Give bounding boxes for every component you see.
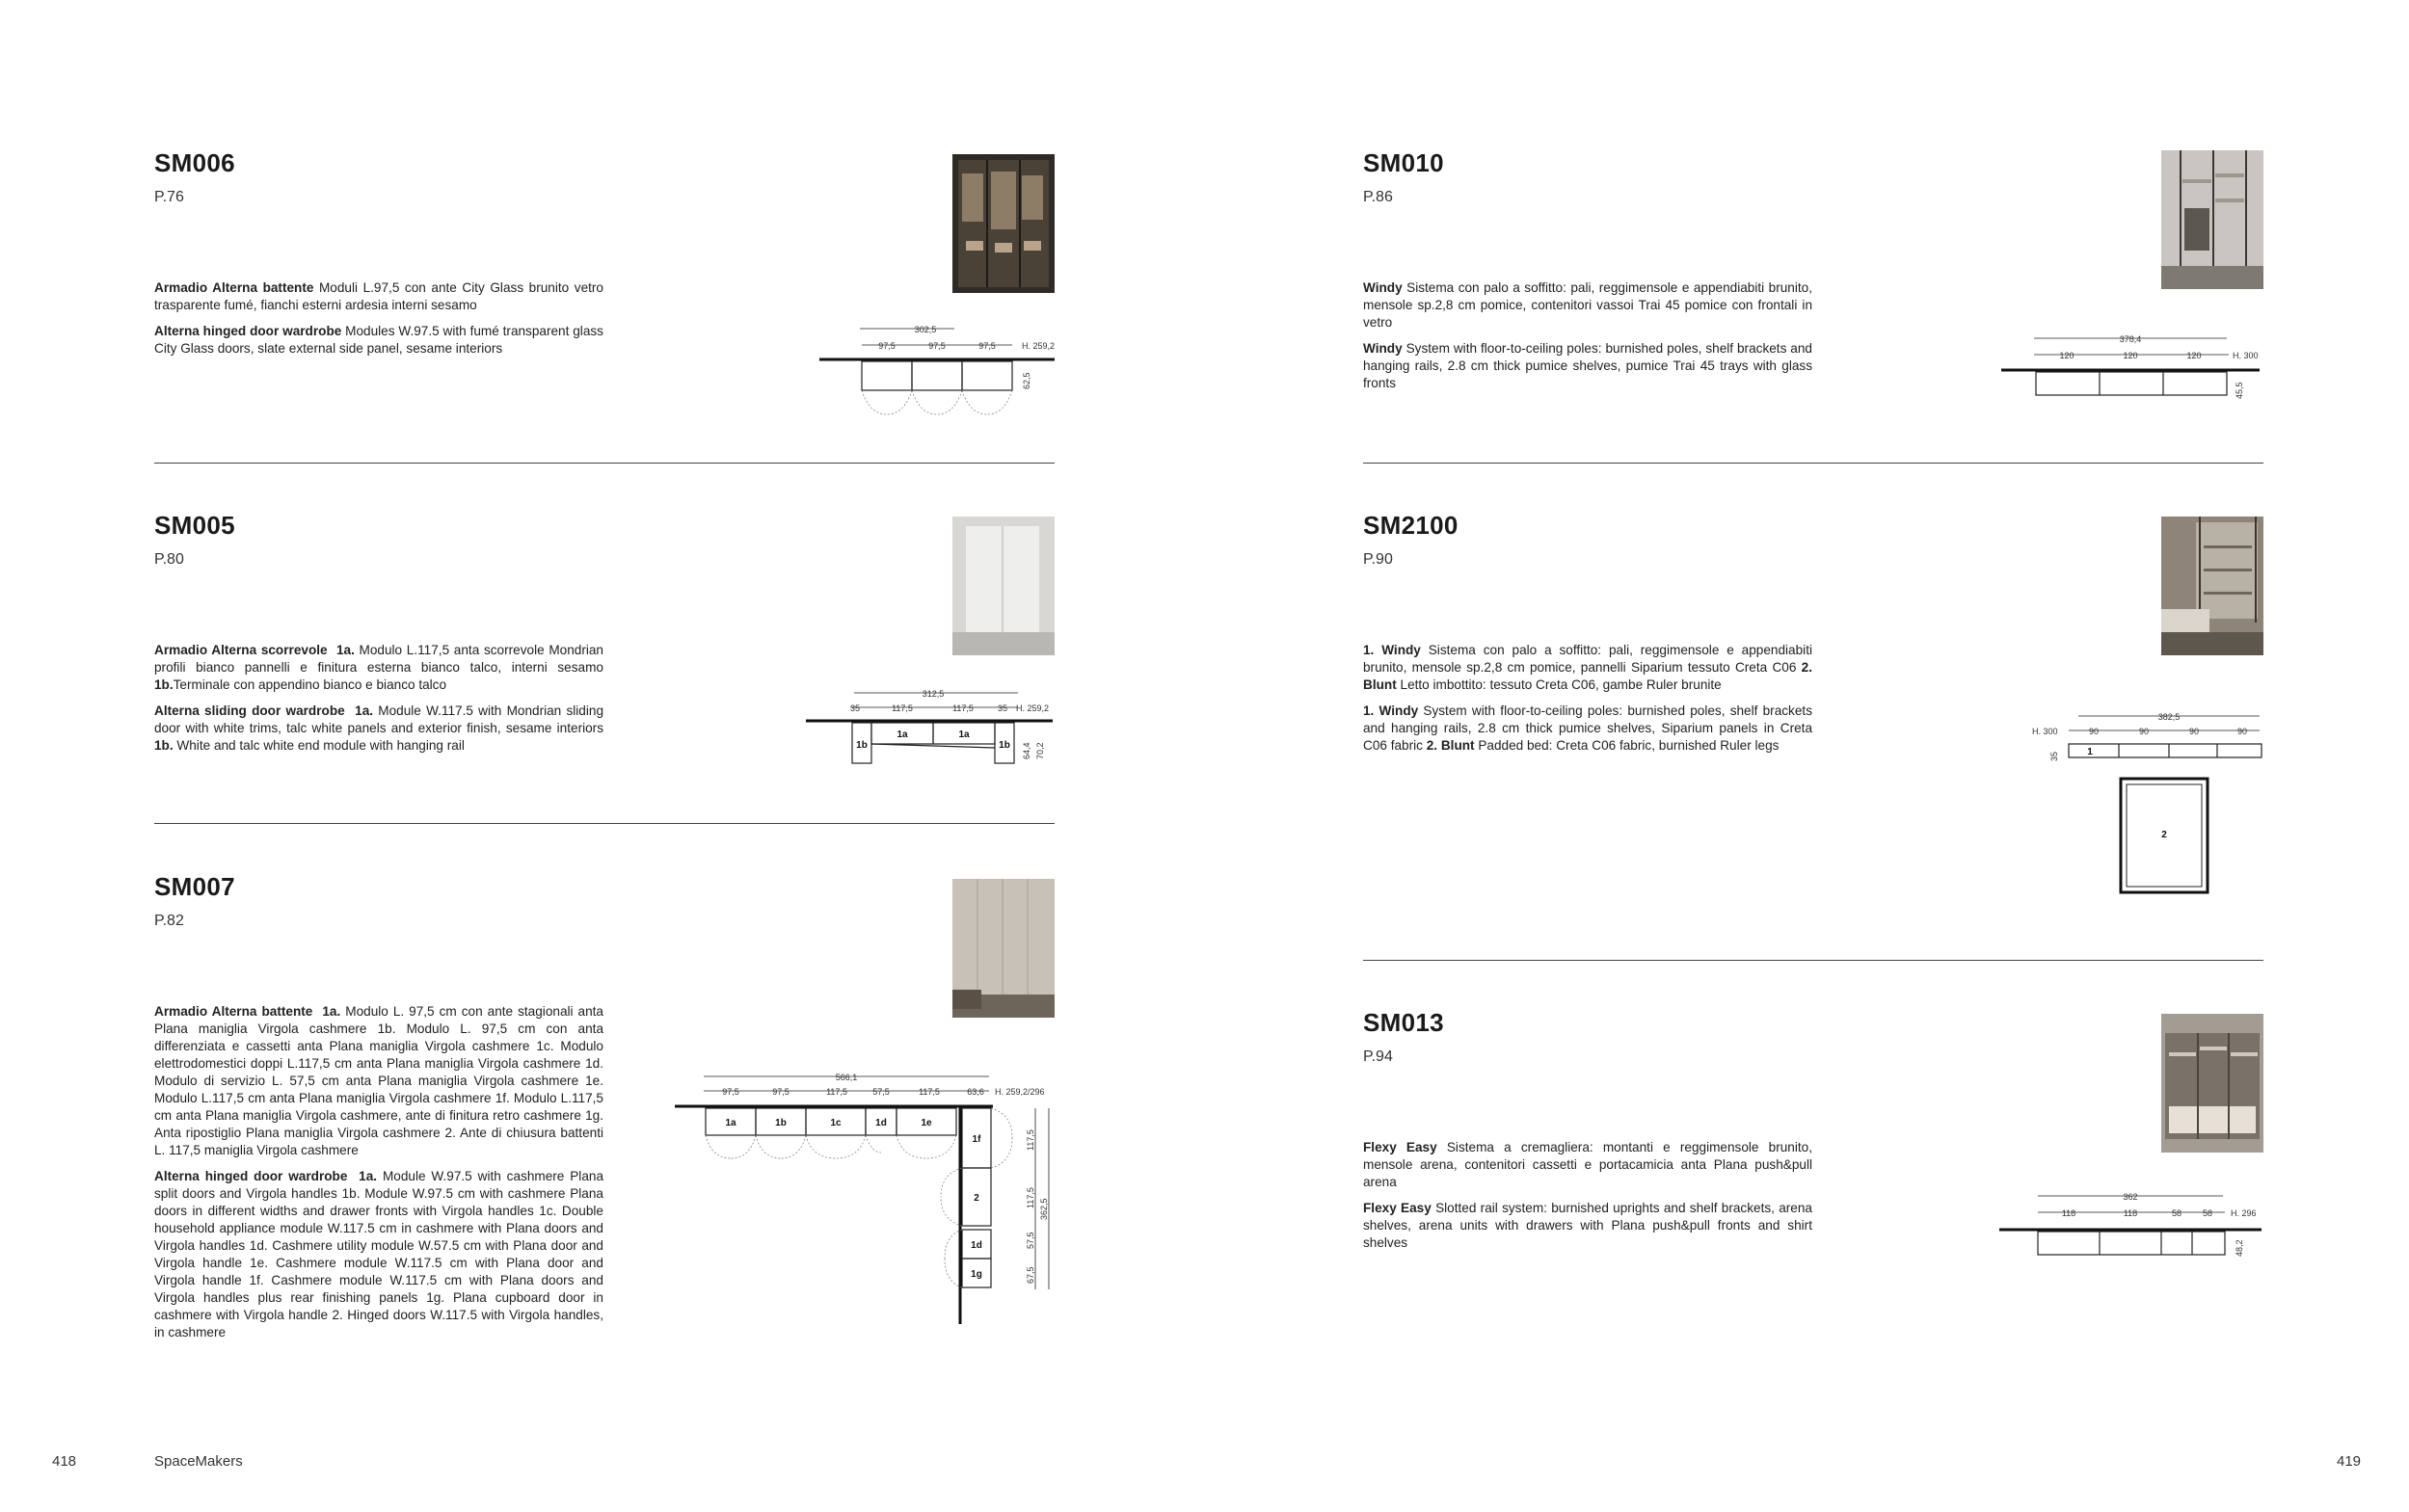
svg-text:62,5: 62,5 [1022, 372, 1031, 389]
svg-text:1f: 1f [972, 1134, 981, 1145]
svg-text:120: 120 [2059, 351, 2074, 360]
entry-page-ref-sm005: P.80 [154, 551, 184, 568]
svg-text:90: 90 [2138, 727, 2150, 736]
entry-description-sm006: Armadio Alterna battente Moduli L.97,5 con ante City Glass brunito vetro trasparente fumé, fianchi esterni ardesia interni sesamo Alterna hinged door wardrobe Modules W.97.5 with fumé transparent glass City Glass doors, slate external side panel, sesame interiors [154, 280, 603, 356]
svg-text:97,5: 97,5 [722, 1087, 739, 1097]
entry-page-ref-sm007: P.82 [154, 913, 184, 929]
section-divider [154, 463, 1055, 464]
floor-plan-sm006 [819, 318, 1060, 424]
svg-text:378,4: 378,4 [2119, 334, 2142, 344]
svg-text:1a: 1a [958, 729, 970, 740]
entry-code-sm013: SM013 [1363, 1008, 1444, 1037]
svg-text:64,4: 64,4 [1022, 742, 1031, 759]
floor-plan-sm010 [2001, 328, 2271, 405]
svg-text:70,2: 70,2 [1035, 742, 1045, 759]
svg-text:1b: 1b [775, 1118, 787, 1128]
entry-code-sm007: SM007 [154, 872, 235, 901]
svg-text:35: 35 [2049, 751, 2059, 761]
svg-text:H. 259,2: H. 259,2 [1022, 341, 1056, 351]
svg-text:58: 58 [2171, 1208, 2182, 1218]
svg-text:1c: 1c [830, 1118, 842, 1128]
svg-text:90: 90 [2188, 727, 2200, 736]
page-number-right: 419 [2337, 1453, 2362, 1470]
svg-text:1d: 1d [971, 1240, 982, 1251]
svg-text:1d: 1d [875, 1118, 887, 1128]
entry-code-sm010: SM010 [1363, 148, 1444, 177]
entry-page-ref-sm010: P.86 [1363, 189, 1393, 205]
svg-text:90: 90 [2088, 727, 2100, 736]
svg-text:117,5: 117,5 [826, 1087, 847, 1097]
svg-text:67,5: 67,5 [1026, 1266, 1035, 1284]
svg-text:120: 120 [2186, 351, 2202, 360]
entry-code-sm006: SM006 [154, 148, 235, 177]
footer-brand: SpaceMakers [154, 1453, 243, 1470]
svg-text:97,5: 97,5 [878, 341, 896, 351]
svg-text:382,5: 382,5 [2157, 712, 2181, 722]
svg-text:1e: 1e [921, 1118, 932, 1128]
svg-text:97,5: 97,5 [928, 341, 946, 351]
page-number-left: 418 [52, 1453, 77, 1470]
flexy-easy-photo [2161, 1014, 2263, 1153]
svg-text:566,1: 566,1 [835, 1073, 858, 1082]
svg-text:63,6: 63,6 [967, 1087, 984, 1097]
svg-text:58: 58 [2202, 1208, 2213, 1218]
svg-text:117,5: 117,5 [1026, 1187, 1035, 1208]
svg-text:35: 35 [850, 703, 861, 713]
svg-text:2: 2 [974, 1193, 979, 1204]
section-divider [1363, 960, 2263, 961]
entry-code-sm005: SM005 [154, 511, 235, 540]
svg-text:117,5: 117,5 [952, 703, 974, 713]
entry-description-sm007: Armadio Alterna battente 1a. Modulo L. 97,5 cm con ante stagionali anta Plana maniglia Virgola cashmere 1b. Modulo L. 97,5 cm con anta differenziata e cassetti anta Plana maniglia Virgola cashmere 1c. Modulo elettrodomestici doppi L.117,5 cm anta Plana maniglia Virgola cashmere 1d. Modulo di servizio L. 57,5 cm anta Plana maniglia Virgola cashmere 1e. Modulo L.117,5 cm anta Plana maniglia Virgola cashmere 1f. Modulo L.117,5 cm anta Plana maniglia Virgola cashmere, ante di finitura retro cashmere 1g. Anta ripostiglio Plana maniglia Virgola cashmere 2. Ante di chiusura battenti L. 117,5 maniglia Virgola cashmere Alterna hinged door wardrobe 1a. Module W.97.5 with cashmere Plana split doors and Virgola handles 1b. Module W.97.5 cm with cashmere Plana doors in different widths and drawer fronts with Virgola handles 1c. Double household appliance module W.117.5 cm in cashmere with Plana doors and Virgola handles 1d. Cashmere utility module W.57.5 cm with Plana door and Virgola handle 1e. Cashmere module W.117.5 cm with Plana door and Virgola handle 1f. Cashmere module W.117.5 cm with Plana doors and Virgola handles plus rear finishing panels 1g. Plana cupboard door in cashmere with Virgola handle 2. Hinged doors W.117.5 with Virgola handles, in cashmere [154, 1004, 604, 1340]
svg-text:H. 300: H. 300 [2233, 351, 2259, 360]
svg-text:117,5: 117,5 [1026, 1129, 1035, 1151]
bedroom-windy-photo [2161, 517, 2263, 655]
windy-system-photo [2161, 150, 2263, 289]
entry-code-sm2100: SM2100 [1363, 511, 1459, 540]
svg-text:57,5: 57,5 [1026, 1232, 1035, 1249]
svg-text:90: 90 [2236, 727, 2248, 736]
wardrobe-glass-photo [952, 154, 1055, 293]
svg-text:48,2: 48,2 [2235, 1239, 2244, 1257]
svg-text:2: 2 [2161, 830, 2167, 840]
svg-text:1: 1 [2087, 747, 2093, 757]
svg-text:97,5: 97,5 [978, 341, 996, 351]
floor-plan-sm005 [806, 682, 1060, 769]
svg-text:H. 300: H. 300 [2032, 727, 2058, 736]
floor-plan-sm2100 [2028, 705, 2273, 898]
floor-plan-sm013 [1999, 1185, 2273, 1262]
entry-page-ref-sm006: P.76 [154, 189, 184, 205]
svg-text:1a: 1a [897, 729, 908, 740]
svg-text:1b: 1b [999, 740, 1010, 751]
svg-text:57,5: 57,5 [872, 1087, 890, 1097]
svg-text:118: 118 [2061, 1208, 2076, 1218]
svg-text:118: 118 [2123, 1208, 2138, 1218]
entry-page-ref-sm013: P.94 [1363, 1048, 1393, 1065]
svg-text:45,5: 45,5 [2235, 382, 2244, 399]
entry-description-sm010: Windy Sistema con palo a soffitto: pali, reggimensole e appendiabiti brunito, mensole sp.2,8 cm pomice, contenitori vassoi Trai 45 pomice con frontali in vetro Windy System with floor-to-ceiling poles: burnished poles, shelf brackets and hanging rails, 2.8 cm thick pumice shelves, pumice Trai 45 trays with glass fronts [1363, 280, 1812, 390]
plan-total-width: 302,5 [914, 325, 937, 334]
entry-description-sm2100: 1. Windy Sistema con palo a soffitto: pali, reggimensole e appendiabiti brunito, mensole sp.2,8 cm pomice, pannelli Siparium tessuto Creta C06 2. Blunt Letto imbottito: tessuto Creta C06, gambe Ruler brunite 1. Windy System with floor-to-ceiling poles: burnished poles, shelf brackets and hanging rails, 2.8 cm thick pumice shelves, Siparium panels in Creta C06 fabric 2. Blunt Padded bed: Creta C06 fabric, burnished Ruler legs [1363, 643, 1812, 753]
svg-text:120: 120 [2123, 351, 2138, 360]
svg-text:1g: 1g [971, 1269, 982, 1280]
svg-text:362,5: 362,5 [1039, 1198, 1049, 1220]
wardrobe-white-photo [952, 517, 1055, 655]
wardrobe-cashmere-photo [952, 879, 1055, 1018]
svg-text:H. 296: H. 296 [2231, 1208, 2257, 1218]
svg-text:312,5: 312,5 [922, 689, 945, 699]
section-divider [154, 823, 1055, 824]
svg-text:H. 259,2: H. 259,2 [1016, 703, 1050, 713]
svg-text:1a: 1a [725, 1118, 736, 1128]
section-divider [1363, 463, 2263, 464]
svg-text:H. 259,2/296: H. 259,2/296 [995, 1087, 1045, 1097]
entry-description-sm013: Flexy Easy Sistema a cremagliera: montanti e reggimensole brunito, mensole arena, contenitori cassetti e portacamicia anta Plana push&pull arena Flexy Easy Slotted rail system: burnished uprights and shelf brackets, arena shelves, arena units with drawers with Plana push&pull fronts and shirt shelves [1363, 1140, 1812, 1250]
svg-text:97,5: 97,5 [772, 1087, 790, 1097]
entry-description-sm005: Armadio Alterna scorrevole 1a. Modulo L.117,5 anta scorrevole Mondrian profili bianco pannelli e finitura esterna bianco talco, interni sesamo 1b.Terminale con appendino bianco e bianco talco Alterna sliding door wardrobe 1a. Module W.117.5 with Mondrian sliding door with white trims, talc white panels and exterior finish, sesame interiors 1b. White and talc white end module with hanging rail [154, 643, 604, 753]
svg-text:1b: 1b [856, 740, 868, 751]
entry-page-ref-sm2100: P.90 [1363, 551, 1393, 568]
svg-text:362: 362 [2123, 1192, 2138, 1202]
svg-text:35: 35 [998, 703, 1008, 713]
svg-text:117,5: 117,5 [892, 703, 913, 713]
floor-plan-sm007 [675, 1066, 1060, 1336]
svg-text:117,5: 117,5 [919, 1087, 940, 1097]
